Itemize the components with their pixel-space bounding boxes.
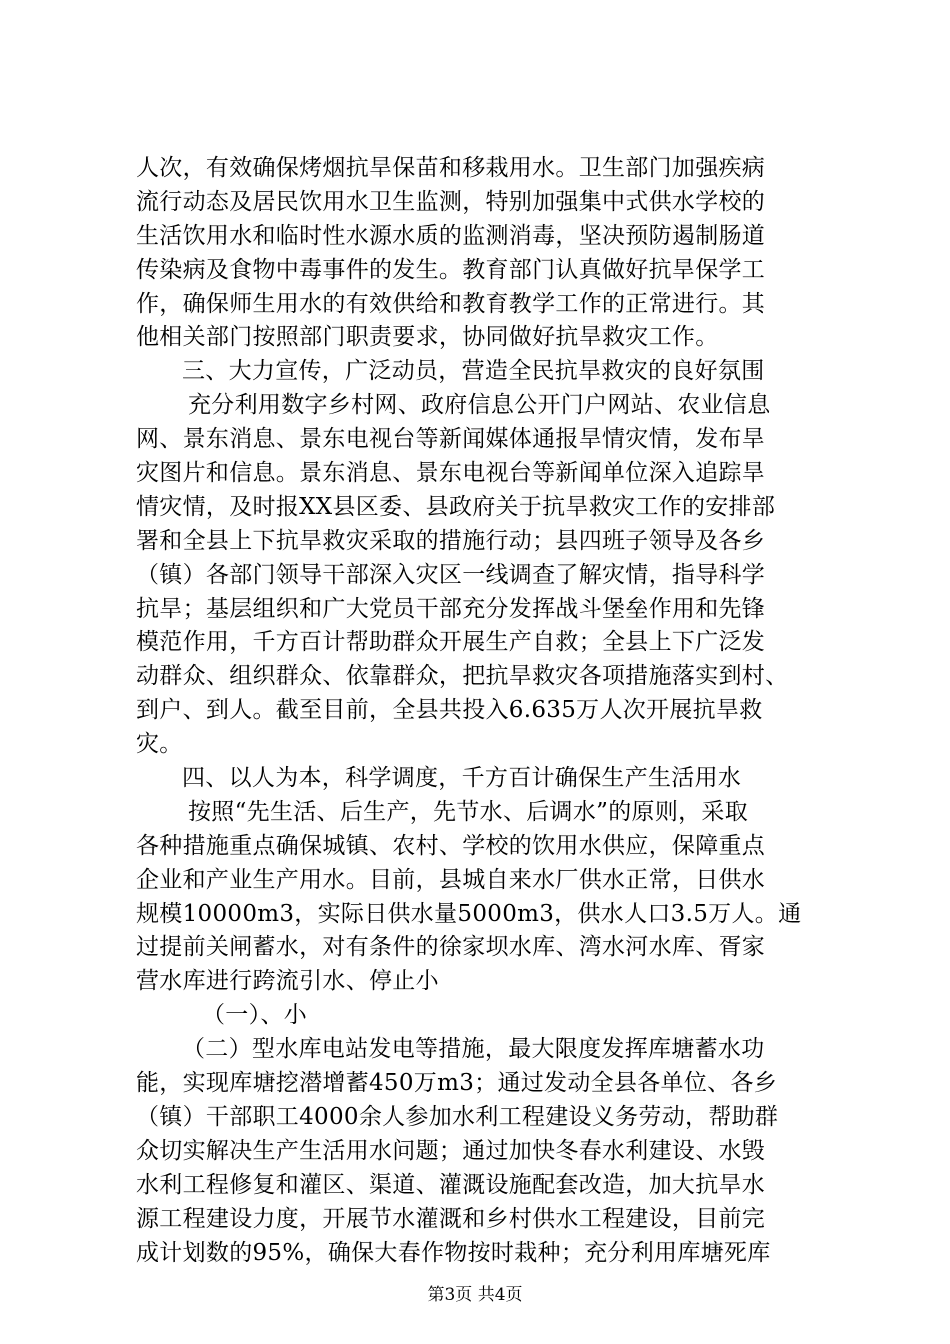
text-line: （一）、小 [202, 1002, 307, 1029]
text-line: 灾。 [136, 731, 183, 758]
text-line: （镇）各部门领导干部深入灾区一线调查了解灾情，指导科学 [136, 561, 766, 588]
text-line: 动群众、组织群众、依靠群众，把抗旱救灾各项措施落实到村、 [136, 663, 789, 690]
text-line: 按照“先生活、后生产，先节水、后调水”的原则，采取 [188, 798, 749, 825]
page-number-footer: 第3页 共4页 [427, 1285, 523, 1305]
text-line: 营水库进行跨流引水、停止小 [136, 968, 439, 995]
text-line: 情灾情，及时报XX县区委、县政府关于抗旱救灾工作的安排部 [136, 493, 776, 520]
text-line: 能，实现库塘挖潜增蓄450万m3；通过发动全县各单位、各乡 [136, 1070, 778, 1097]
text-line: 作，确保师生用水的有效供给和教育教学工作的正常进行。其 [136, 290, 766, 317]
text-line: 到户、到人。截至目前，全县共投入6.635万人次开展抗旱救 [136, 697, 763, 724]
text-line: 源工程建设力度，开展节水灌溉和乡村供水工程建设，目前完 [136, 1205, 766, 1232]
section-heading: 四、以人为本，科学调度，千方百计确保生产生活用水 [182, 765, 742, 792]
text-line: 水利工程修复和灌区、渠道、灌溉设施配套改造，加大抗旱水 [136, 1171, 766, 1198]
text-line: 充分利用数字乡村网、政府信息公开门户网站、农业信息 [188, 392, 771, 419]
text-line: 众切实解决生产生活用水问题；通过加快冬春水利建设、水毁 [136, 1137, 766, 1164]
text-line: 生活饮用水和临时性水源水质的监测消毒，坚决预防遏制肠道 [136, 222, 766, 249]
text-line: 过提前关闸蓄水，对有条件的徐家坝水库、湾水河水库、胥家 [136, 934, 766, 961]
text-line: 他相关部门按照部门职责要求，协同做好抗旱救灾工作。 [136, 324, 719, 351]
text-line: （二）型水库电站发电等措施，最大限度发挥库塘蓄水功 [182, 1036, 765, 1063]
text-line: 署和全县上下抗旱救灾采取的措施行动；县四班子领导及各乡 [136, 527, 766, 554]
document-body [136, 152, 826, 1270]
text-line: 企业和产业生产用水。目前，县城自来水厂供水正常，日供水 [136, 866, 766, 893]
text-line: 流行动态及居民饮用水卫生监测，特别加强集中式供水学校的 [136, 188, 766, 215]
text-line: 传染病及食物中毒事件的发生。教育部门认真做好抗旱保学工 [136, 256, 766, 283]
section-heading: 三、大力宣传，广泛动员，营造全民抗旱救灾的良好氛围 [182, 358, 765, 385]
text-line: 成计划数的95%，确保大春作物按时栽种；充分利用库塘死库 [136, 1239, 771, 1266]
text-line: 网、景东消息、景东电视台等新闻媒体通报旱情灾情，发布旱 [136, 426, 766, 453]
text-line: （镇）干部职工4000余人参加水利工程建设义务劳动，帮助群 [136, 1103, 779, 1130]
text-line: 人次，有效确保烤烟抗旱保苗和移栽用水。卫生部门加强疾病 [136, 155, 766, 181]
text-line: 模范作用，千方百计帮助群众开展生产自救；全县上下广泛发 [136, 629, 766, 656]
text-line: 规模10000m3，实际日供水量5000m3，供水人口3.5万人。通 [136, 900, 802, 927]
text-line: 各种措施重点确保城镇、农村、学校的饮用水供应，保障重点 [136, 832, 766, 859]
text-line: 灾图片和信息。景东消息、景东电视台等新闻单位深入追踪旱 [136, 460, 766, 487]
text-line: 抗旱；基层组织和广大党员干部充分发挥战斗堡垒作用和先锋 [136, 595, 766, 622]
